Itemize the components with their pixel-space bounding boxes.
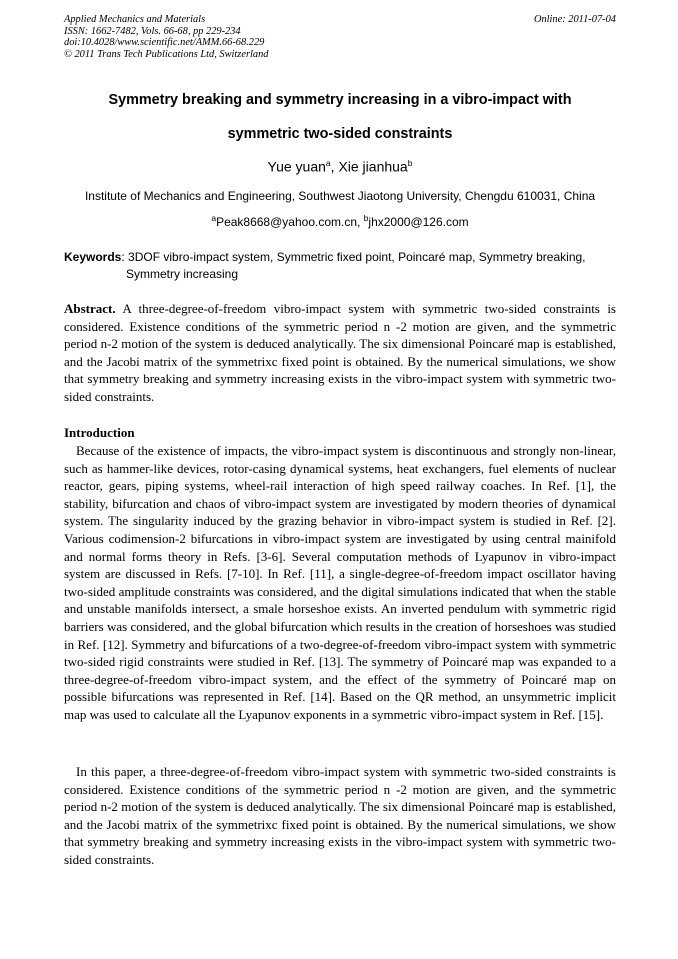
- journal-info: [64, 14, 268, 60]
- online-date: Online: 2011-07-04: [533, 14, 616, 25]
- paper-title-line-1: Symmetry breaking and symmetry increasing in a vibro-impact with: [108, 92, 572, 108]
- email-separator: ,: [357, 215, 364, 229]
- author-list: [64, 158, 616, 175]
- keywords-block: [64, 249, 616, 283]
- author-1-affil-mark: a: [325, 158, 331, 168]
- abstract: [64, 300, 616, 406]
- introduction-paragraph-2: In this paper, a three-degree-of-freedom vibro-impact system with symmetric two-sided constraints is considered. Existence conditions of the symmetric period n -2 motion are given, and the symmetric period n-2 motion of the system is deduced analytically. The six dimensional Poincaré map is established, and the Jacobi matrix of the symmetrixc fixed point is obtained. By the numerical simulations, we show that symmetry breaking and symmetry increasing exists in the vibro-impact system with symmetric two-sided constraints.: [64, 764, 616, 867]
- abstract-text: A three-degree-of-freedom vibro-impact system with symmetric two-sided constraints is considered. Existence conditions of the symmetric period n -2 motion are given, and the symmetric period n-2 motion of the system is deduced analytically. The six dimensional Poincaré map is established, and the Jacobi matrix of the symmetrixc fixed point is obtained. By the numerical simulations, we show that symmetry breaking and symmetry increasing exists in the vibro-impact system with symmetric two-sided constraints.: [64, 301, 616, 404]
- introduction-heading: Introduction: [64, 425, 135, 440]
- affiliation: Institute of Mechanics and Engineering, Southwest Jiaotong University, Chengdu 610031, China: [84, 189, 596, 203]
- keywords-line-2: Symmetry increasing: [126, 267, 239, 281]
- author-2: Xie jianhua: [338, 158, 408, 175]
- paper-title-line-2: symmetric two-sided constraints: [227, 126, 453, 142]
- abstract-label: Abstract.: [64, 301, 116, 316]
- copyright-line: © 2011 Trans Tech Publications Ltd, Switzerland: [64, 48, 269, 60]
- issn-line: ISSN: 1662-7482, Vols. 66-68, pp 229-234: [64, 25, 241, 37]
- email-b[interactable]: jhx2000@126.com: [368, 215, 469, 229]
- author-separator: ,: [330, 158, 339, 175]
- email-a-mark: a: [211, 213, 217, 223]
- keywords-line-1: : 3DOF vibro-impact system, Symmetric fixed point, Poincaré map, Symmetry breaking,: [121, 250, 586, 264]
- keywords-label: Keywords: [64, 250, 122, 264]
- doi-line: doi:10.4028/www.scientific.net/AMM.66-68.229: [64, 37, 265, 49]
- author-emails: [64, 213, 616, 229]
- author-2-affil-mark: b: [407, 158, 413, 168]
- journal-name: Applied Mechanics and Materials: [64, 14, 206, 25]
- email-b-mark: b: [363, 213, 369, 223]
- author-1: Yue yuan: [267, 158, 326, 175]
- introduction-paragraph-1: Because of the existence of impacts, the vibro-impact system is discontinuous and strongly non-linear, such as hammer-like devices, rotor-casing dynamical systems, heat exchangers, fuel elements of nuclear reactor, gears, piping systems, wheel-rail interaction of high speed railway coaches. In Ref. [1], the stability, bifurcation and chaos of vibro-impact system are investigated by modern theories of dynamical system. The singularity induced by the grazing behavior in vibro-impact system is studied in Ref. [2]. Various codimension-2 bifurcations in vibro-impact system are investigated by using central mainifold and normal forms theory in Refs. [3-6]. Several computation methods of Lyapunov in vibro-impact system are discussed in Refs. [7-10]. In Ref. [11], a single-degree-of-freedom impact oscillator having two-sided amplitude constraints was considered, and the digital simulations indicated that when the stable and unstable manifolds intersect, a smale horseshoe exists. An inverted pendulum with symmetric rigid barriers was considered, and the global bifurcation which results in the creation of horseshoes was studied in Ref. [12]. Symmetry and bifurcations of a two-degree-of-freedom vibro-impact system with symmetric two-sided rigid constraints were studied in Ref. [13]. The symmetry of Poincaré map was expanded to a three-degree-of-freedom vibro-impact system, and the effect of the symmetry of Poincaré map on possible bifurcations was represented in Ref. [14]. Based on the QR method, an unsymmetric implicit map was used to calculate all the Lyapunov exponents in a symmetric vibro-impact system in Ref. [15].: [64, 443, 616, 722]
- email-a[interactable]: Peak8668@yahoo.com.cn: [216, 215, 357, 229]
